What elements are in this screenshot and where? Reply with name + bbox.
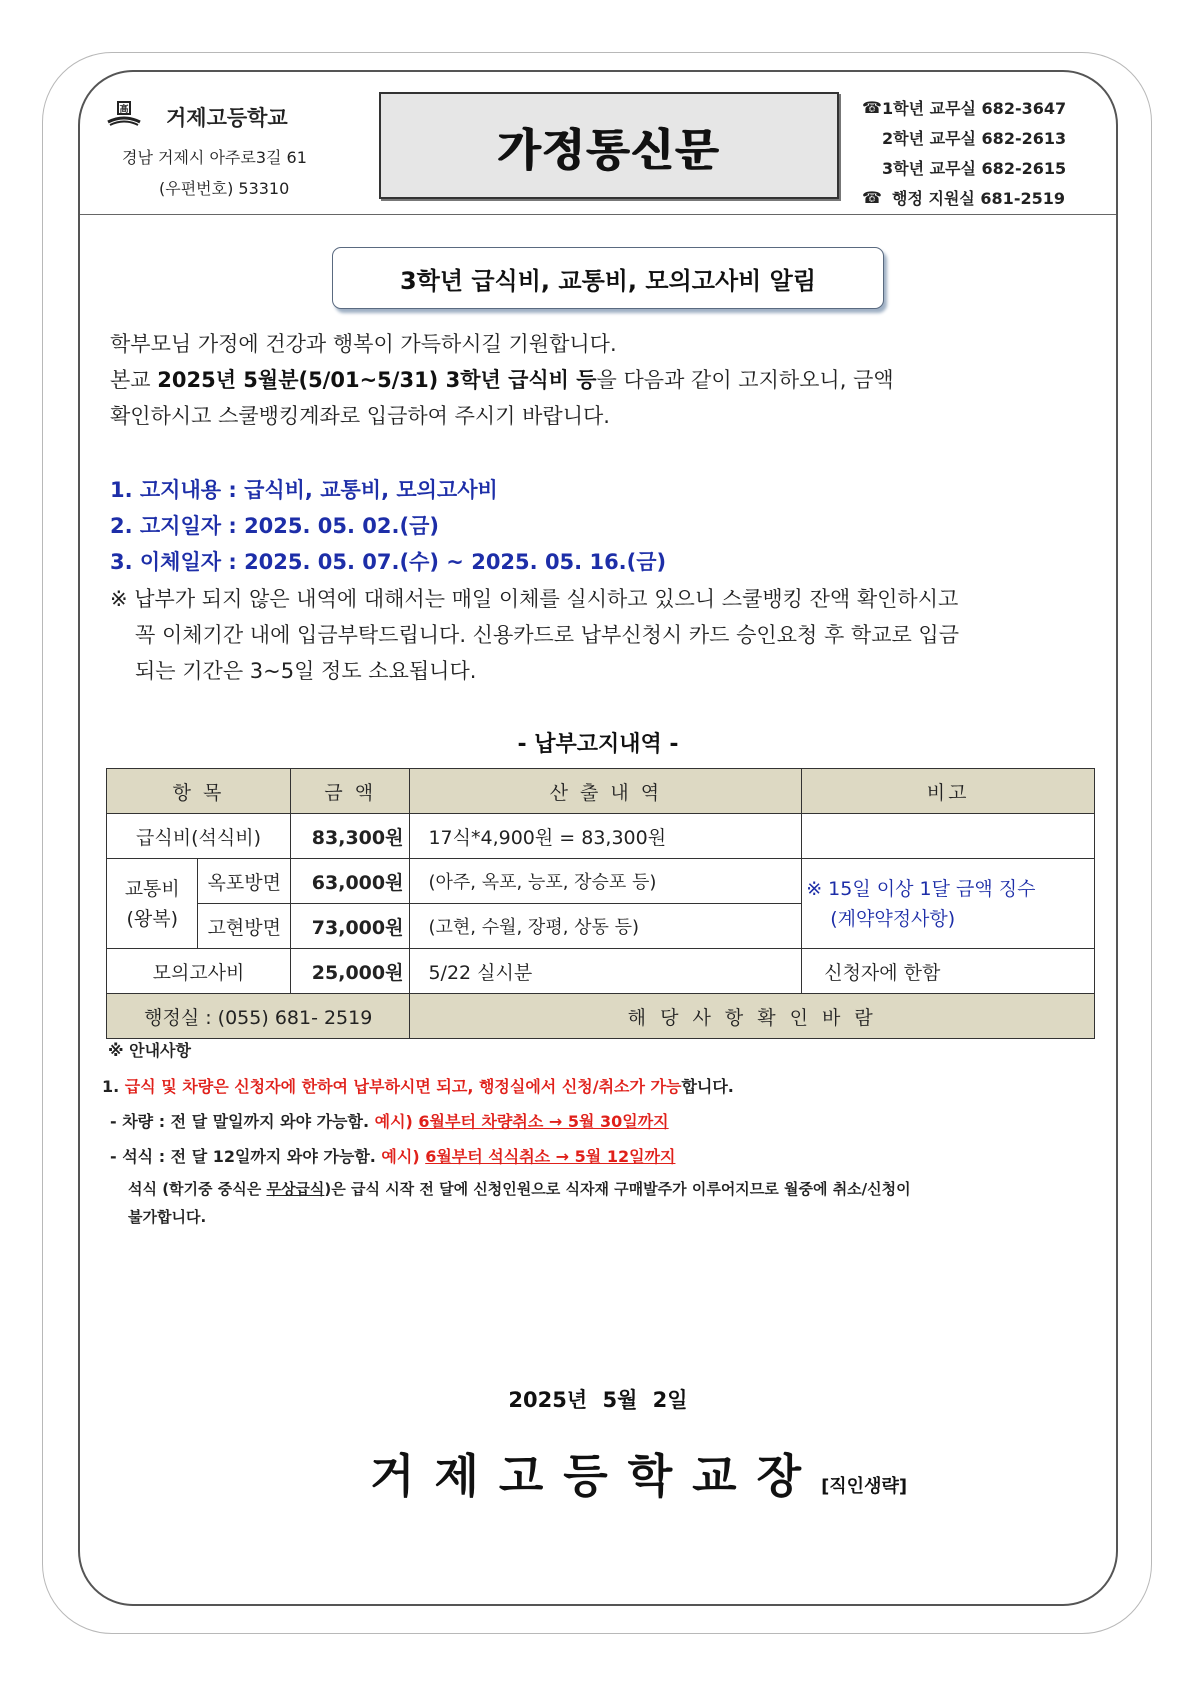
document-title: 가정통신문 (497, 124, 721, 176)
item-notice-date: 2. 고지일자 : 2025. 05. 02.(금) (110, 514, 439, 538)
table-header-row (107, 769, 1095, 814)
item-transfer-dates: 3. 이체일자 : 2025. 05. 07.(수) ~ 2025. 05. 16.(금) (110, 550, 667, 574)
meal-amount: 83,300원 (291, 814, 410, 859)
intro-line-1: 학부모님 가정에 건강과 행복이 가득하시길 기원합니다. (110, 332, 617, 356)
document-frame (78, 70, 1118, 1606)
guide-meal: - 석식 : 전 달 12일까지 와야 가능함. 예시) 6월부터 석식취소 → 5월 12일까지 (110, 1147, 676, 1166)
school-name: 거제고등학교 (166, 106, 288, 130)
school-address: 경남 거제시 아주로3길 61 (122, 148, 307, 167)
transport-note: ※ 15일 이상 1달 금액 징수 (계약약정사항) (802, 859, 1095, 949)
footer-admin-phone: 행정실 : (055) 681- 2519 (107, 994, 410, 1039)
transport-route-gohyeon: 고현방면 (198, 904, 291, 949)
phone-label: 2학년 교무실 682-2613 (882, 128, 1067, 148)
header-calc: 산 출 내 역 (410, 769, 802, 814)
mock-item: 모의고사비 (107, 949, 291, 994)
transport-calc-gohyeon: (고현, 수월, 장평, 상동 등) (410, 904, 802, 949)
phone-label: 3학년 교무실 682-2615 (882, 158, 1067, 178)
seal-omitted: [직인생략] (821, 1476, 908, 1497)
notice-line-1: ※ 납부가 되지 않은 내역에 대해서는 매일 이체를 실시하고 있으니 스쿨뱅킹 잔액 확인하시고 (110, 587, 959, 611)
guide-meal-note-end: 불가합니다. (128, 1208, 207, 1226)
school-postcode: (우편번호) 53310 (159, 179, 290, 198)
phone-icon: ☎ (862, 97, 882, 117)
phone-row (862, 182, 1066, 212)
header-divider (80, 214, 1116, 215)
table-row (107, 859, 1095, 904)
footer-confirm: 해 당 사 항 확 인 바 람 (410, 994, 1095, 1039)
mock-note: 신청자에 한함 (802, 949, 1095, 994)
header-amount: 금 액 (291, 769, 410, 814)
transport-calc-okpo: (아주, 옥포, 능포, 장승포 등) (410, 859, 802, 904)
fee-table (106, 768, 1095, 1039)
item-notice-contents: 1. 고지내용 : 급식비, 교통비, 모의고사비 (110, 478, 498, 502)
guide-meal-note: 석식 (학기중 중식은 무상급식)은 급식 시작 전 달에 신청인원으로 식자재 구매발주가 이루어지므로 월중에 취소/신청이 (128, 1180, 911, 1198)
issue-date: 2025년 5월 2일 (508, 1388, 688, 1412)
meal-item: 급식비(석식비) (107, 814, 291, 859)
school-logo-icon (106, 100, 142, 126)
guide-title: ※ 안내사항 (108, 1041, 191, 1060)
guide-bus: - 차량 : 전 달 말일까지 와야 가능함. 예시) 6월부터 차량취소 → 5월 30일까지 (110, 1112, 669, 1131)
transport-amount-gohyeon: 73,000원 (291, 904, 410, 949)
phone-row (862, 92, 1066, 122)
notice-subject: 3학년 급식비, 교통비, 모의고사비 알림 (332, 247, 884, 309)
phone-label: 1학년 교무실 682-3647 (882, 98, 1067, 118)
transport-amount-okpo: 63,000원 (291, 859, 410, 904)
transport-item: 교통비 (왕복) (107, 859, 198, 949)
table-row (107, 949, 1095, 994)
intro-line-2: 본교 2025년 5월분(5/01~5/31) 3학년 급식비 등을 다음과 같이 고지하오니, 금액 (110, 368, 894, 392)
intro-period: 2025년 5월분(5/01~5/31) 3학년 급식비 등 (157, 368, 597, 392)
table-title: - 납부고지내역 - (517, 732, 679, 757)
document-title-box (379, 92, 839, 199)
svg-text:高: 高 (119, 105, 129, 115)
mock-calc: 5/22 실시분 (410, 949, 802, 994)
phone-row (862, 152, 1066, 182)
meal-calc: 17식*4,900원 = 83,300원 (410, 814, 802, 859)
phone-label: 행정 지원실 681-2519 (892, 188, 1065, 208)
header-item: 항 목 (107, 769, 291, 814)
principal-signature: 거제고등학교장[직인생략] (370, 1449, 908, 1503)
header-note: 비고 (802, 769, 1095, 814)
meal-note (802, 814, 1095, 859)
phone-row (862, 122, 1066, 152)
transport-route-okpo: 옥포방면 (198, 859, 291, 904)
notice-line-3: 되는 기간은 3~5일 정도 소요됩니다. (135, 659, 477, 683)
table-footer-row (107, 994, 1095, 1039)
phone-directory (862, 92, 1066, 212)
notice-line-2: 꼭 이체기간 내에 입금부탁드립니다. 신용카드로 납부신청시 카드 승인요청 후 학교로 입금 (135, 623, 960, 647)
mock-amount: 25,000원 (291, 949, 410, 994)
intro-line-3: 확인하시고 스쿨뱅킹계좌로 입금하여 주시기 바랍니다. (110, 404, 610, 428)
guide-line-1: 1. 급식 및 차량은 신청자에 한하여 납부하시면 되고, 행정실에서 신청/취소가 가능합니다. (102, 1077, 734, 1096)
table-row (107, 814, 1095, 859)
phone-icon: ☎ (862, 187, 882, 207)
